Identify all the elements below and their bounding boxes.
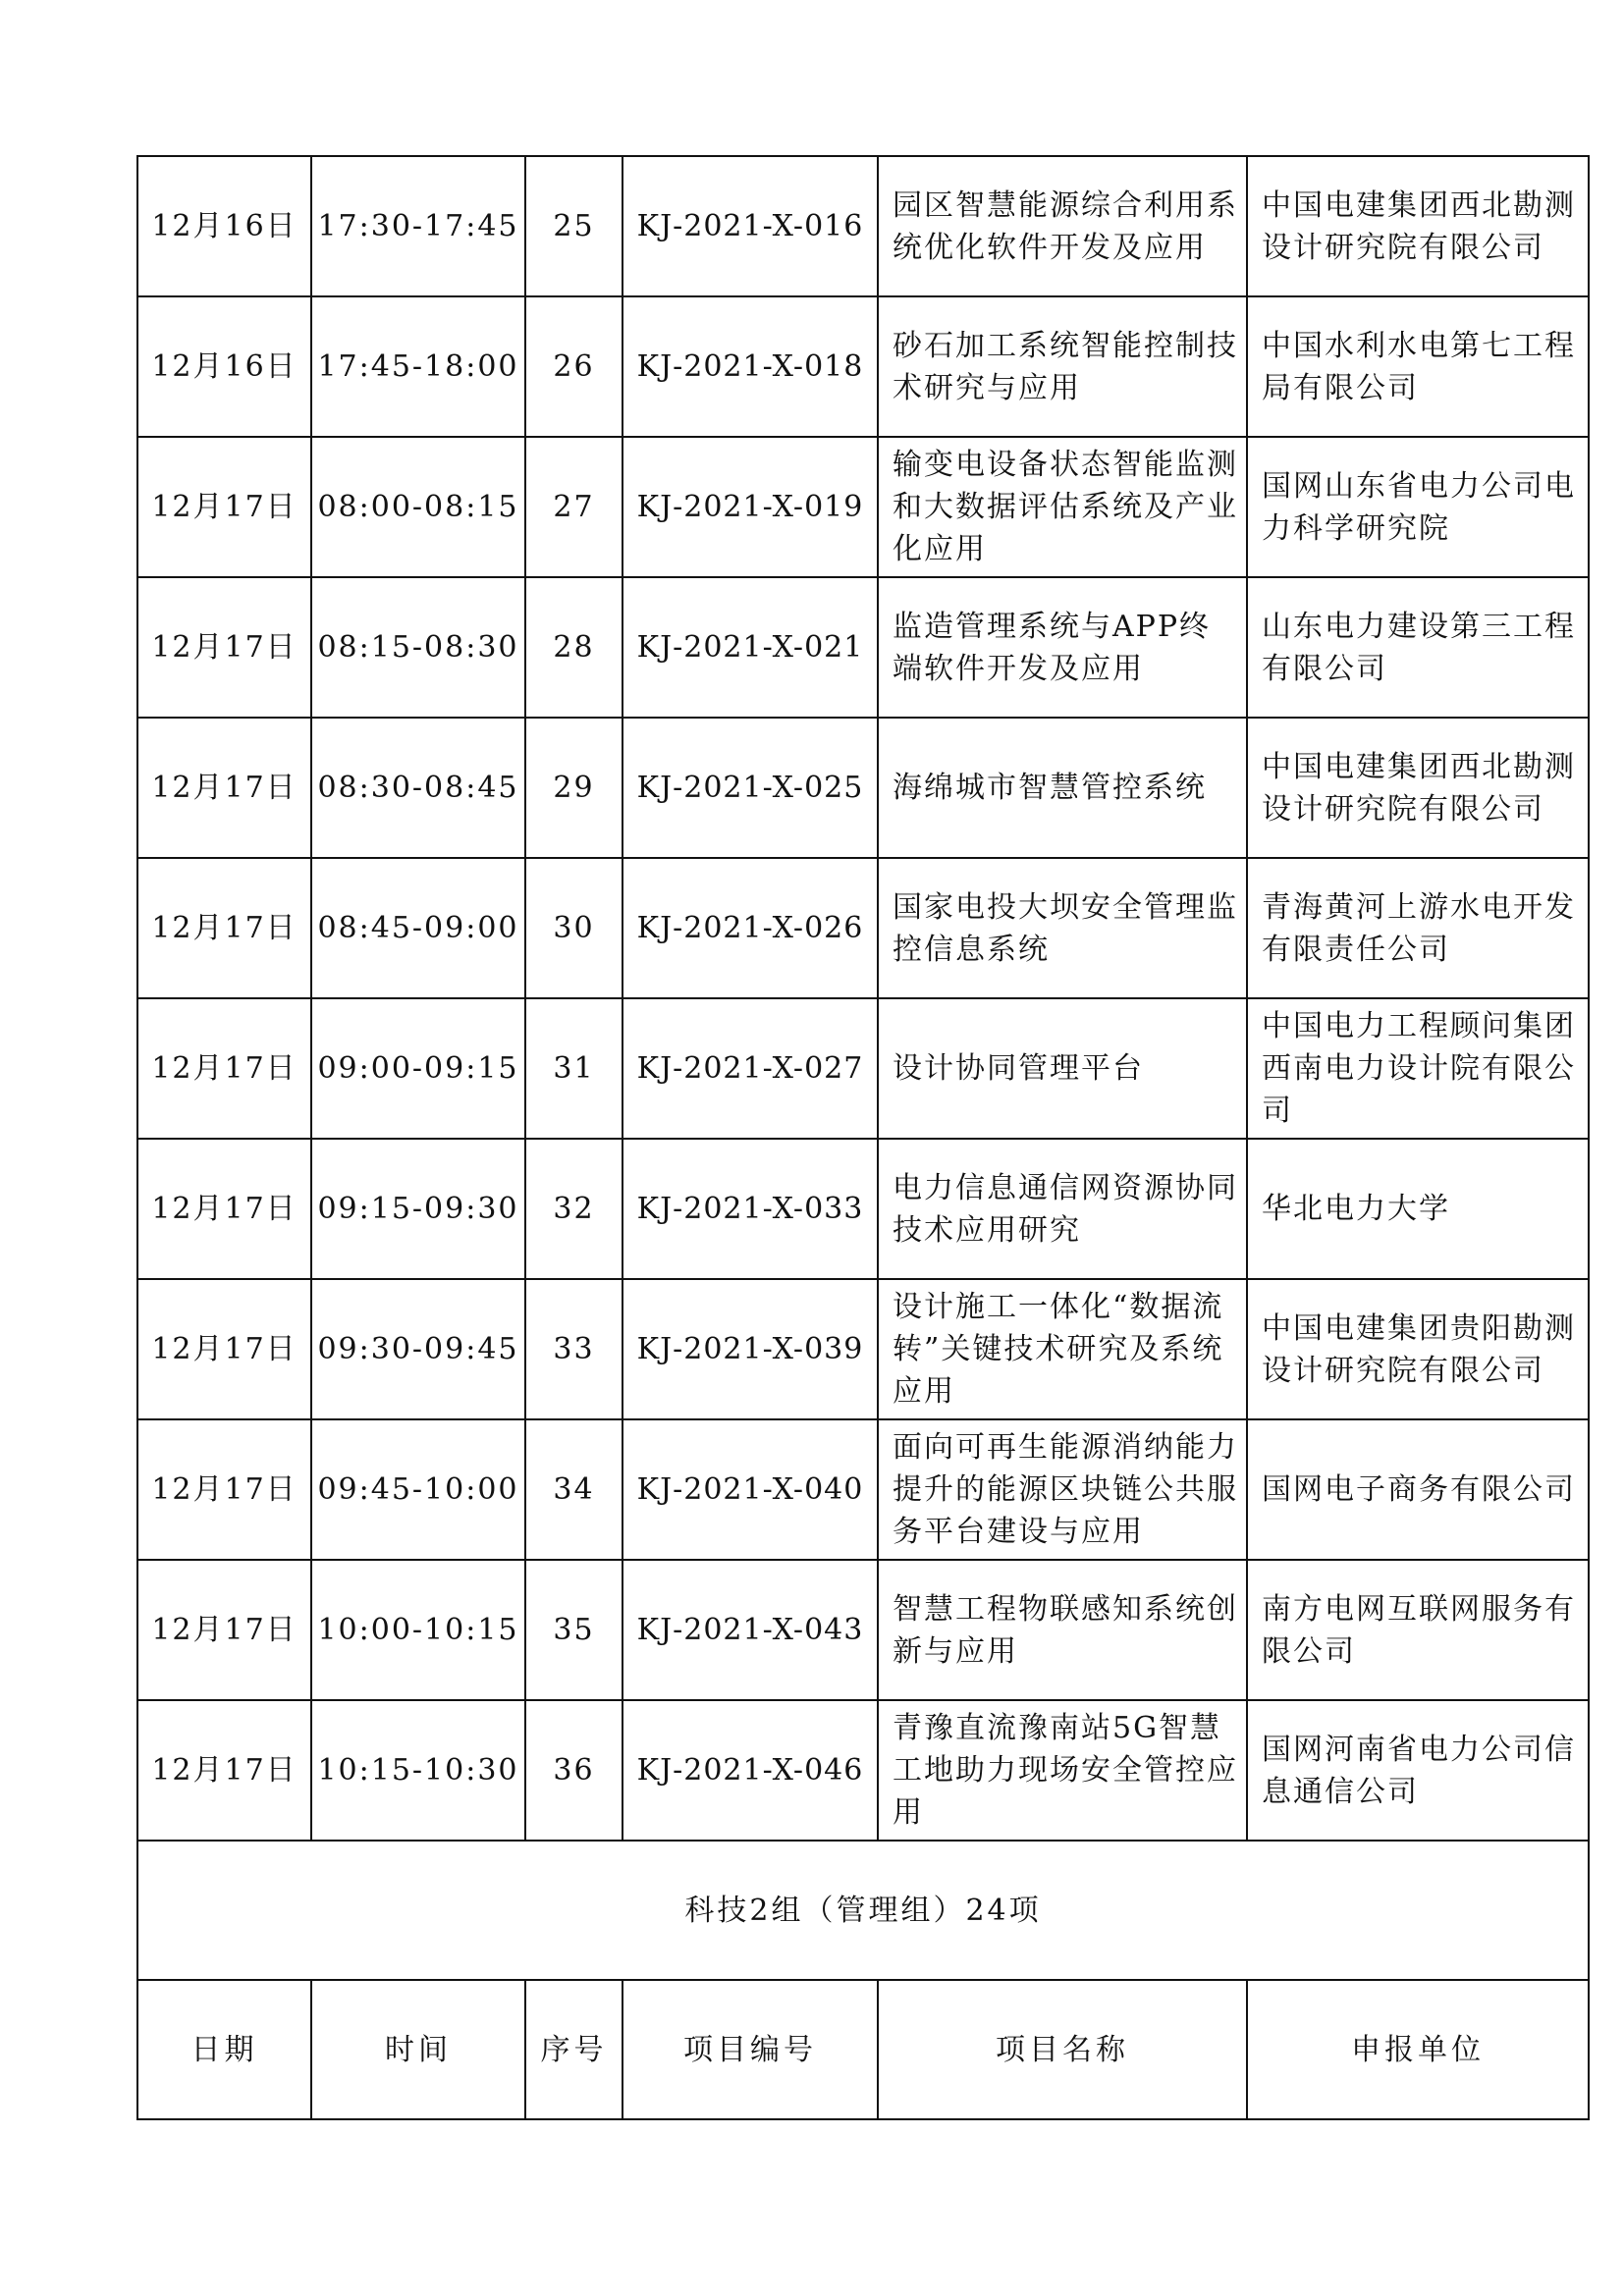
date-cell: 12月17日 [137,998,311,1139]
project-name-cell: 国家电投大坝安全管理监控信息系统 [878,858,1247,998]
time-cell: 08:15-08:30 [311,577,525,718]
header-row [137,1980,1589,2119]
date-cell: 12月17日 [137,437,311,577]
project-name-cell: 园区智慧能源综合利用系统优化软件开发及应用 [878,156,1247,296]
seq-cell: 33 [525,1279,623,1419]
date-cell: 12月17日 [137,1419,311,1560]
project-code-cell: KJ-2021-X-043 [623,1560,878,1700]
header-time: 时间 [311,1980,525,2119]
seq-cell: 36 [525,1700,623,1841]
seq-cell: 27 [525,437,623,577]
date-cell: 12月17日 [137,1139,311,1279]
date-cell: 12月17日 [137,1560,311,1700]
time-cell: 09:30-09:45 [311,1279,525,1419]
seq-cell: 34 [525,1419,623,1560]
project-code-cell: KJ-2021-X-026 [623,858,878,998]
project-code-cell: KJ-2021-X-016 [623,156,878,296]
time-cell: 08:00-08:15 [311,437,525,577]
applicant-unit-cell: 中国电建集团西北勘测设计研究院有限公司 [1247,156,1589,296]
applicant-unit-cell: 中国电建集团西北勘测设计研究院有限公司 [1247,718,1589,858]
seq-cell: 32 [525,1139,623,1279]
project-name-cell: 青豫直流豫南站5G智慧工地助力现场安全管控应用 [878,1700,1247,1841]
date-cell: 12月17日 [137,858,311,998]
group-title-row [137,1841,1589,1980]
time-cell: 08:30-08:45 [311,718,525,858]
seq-cell: 25 [525,156,623,296]
seq-cell: 26 [525,296,623,437]
date-cell: 12月17日 [137,1700,311,1841]
time-cell: 09:00-09:15 [311,998,525,1139]
applicant-unit-cell: 国网电子商务有限公司 [1247,1419,1589,1560]
date-cell: 12月17日 [137,577,311,718]
schedule-table-body [137,156,1589,2119]
time-cell: 17:45-18:00 [311,296,525,437]
project-code-cell: KJ-2021-X-027 [623,998,878,1139]
applicant-unit-cell: 国网河南省电力公司信息通信公司 [1247,1700,1589,1841]
project-name-cell: 面向可再生能源消纳能力提升的能源区块链公共服务平台建设与应用 [878,1419,1247,1560]
applicant-unit-cell: 南方电网互联网服务有限公司 [1247,1560,1589,1700]
project-code-cell: KJ-2021-X-021 [623,577,878,718]
header-project-name: 项目名称 [878,1980,1247,2119]
time-cell: 08:45-09:00 [311,858,525,998]
project-name-cell: 监造管理系统与APP终端软件开发及应用 [878,577,1247,718]
table-row [137,296,1589,437]
seq-cell: 30 [525,858,623,998]
project-code-cell: KJ-2021-X-018 [623,296,878,437]
time-cell: 17:30-17:45 [311,156,525,296]
header-project-code: 项目编号 [623,1980,878,2119]
project-code-cell: KJ-2021-X-019 [623,437,878,577]
table-row [137,577,1589,718]
table-row [137,1419,1589,1560]
table-row [137,718,1589,858]
table-row [137,858,1589,998]
table-row [137,437,1589,577]
date-cell: 12月16日 [137,156,311,296]
project-code-cell: KJ-2021-X-025 [623,718,878,858]
date-cell: 12月16日 [137,296,311,437]
table-row [137,1139,1589,1279]
applicant-unit-cell: 山东电力建设第三工程有限公司 [1247,577,1589,718]
applicant-unit-cell: 国网山东省电力公司电力科学研究院 [1247,437,1589,577]
project-name-cell: 海绵城市智慧管控系统 [878,718,1247,858]
header-seq: 序号 [525,1980,623,2119]
date-cell: 12月17日 [137,1279,311,1419]
project-name-cell: 电力信息通信网资源协同技术应用研究 [878,1139,1247,1279]
table-row [137,1279,1589,1419]
time-cell: 09:15-09:30 [311,1139,525,1279]
project-name-cell: 智慧工程物联感知系统创新与应用 [878,1560,1247,1700]
schedule-table [136,155,1590,2120]
table-row [137,1560,1589,1700]
project-name-cell: 输变电设备状态智能监测和大数据评估系统及产业化应用 [878,437,1247,577]
applicant-unit-cell: 中国电建集团贵阳勘测设计研究院有限公司 [1247,1279,1589,1419]
seq-cell: 35 [525,1560,623,1700]
project-code-cell: KJ-2021-X-046 [623,1700,878,1841]
table-row [137,1700,1589,1841]
table-row [137,998,1589,1139]
seq-cell: 29 [525,718,623,858]
seq-cell: 28 [525,577,623,718]
project-name-cell: 砂石加工系统智能控制技术研究与应用 [878,296,1247,437]
time-cell: 10:00-10:15 [311,1560,525,1700]
project-code-cell: KJ-2021-X-033 [623,1139,878,1279]
table-row [137,156,1589,296]
applicant-unit-cell: 中国电力工程顾问集团西南电力设计院有限公司 [1247,998,1589,1139]
time-cell: 10:15-10:30 [311,1700,525,1841]
header-applicant-unit: 申报单位 [1247,1980,1589,2119]
time-cell: 09:45-10:00 [311,1419,525,1560]
header-date: 日期 [137,1980,311,2119]
project-code-cell: KJ-2021-X-039 [623,1279,878,1419]
applicant-unit-cell: 华北电力大学 [1247,1139,1589,1279]
date-cell: 12月17日 [137,718,311,858]
project-code-cell: KJ-2021-X-040 [623,1419,878,1560]
seq-cell: 31 [525,998,623,1139]
applicant-unit-cell: 中国水利水电第七工程局有限公司 [1247,296,1589,437]
group-title: 科技2组（管理组）24项 [137,1841,1589,1980]
project-name-cell: 设计施工一体化“数据流转”关键技术研究及系统应用 [878,1279,1247,1419]
project-name-cell: 设计协同管理平台 [878,998,1247,1139]
applicant-unit-cell: 青海黄河上游水电开发有限责任公司 [1247,858,1589,998]
